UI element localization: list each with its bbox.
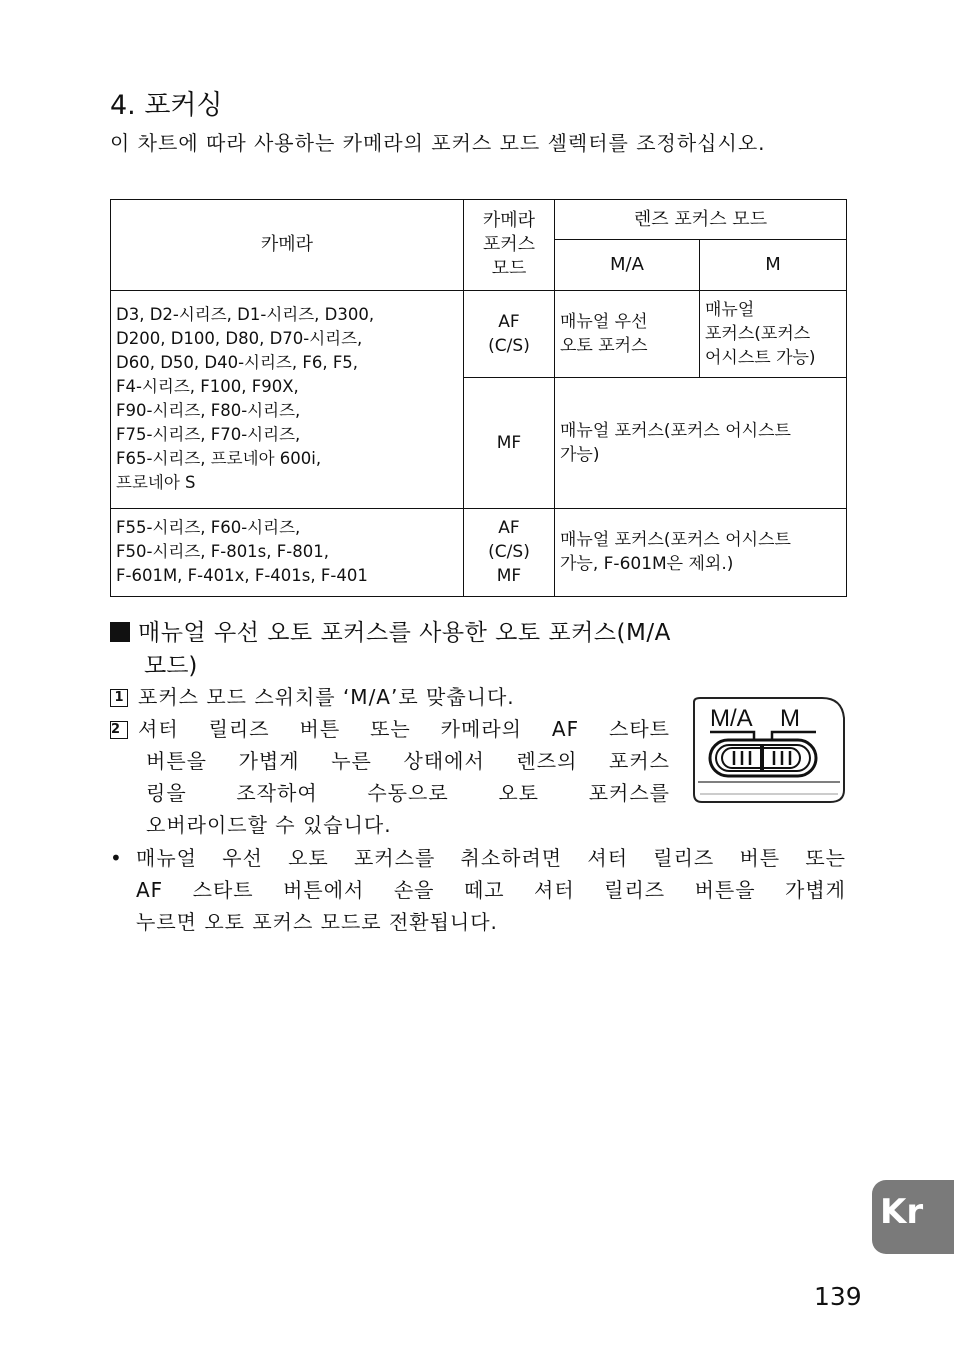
note-paragraph: • 매뉴얼 우선 오토 포커스를 취소하려면 셔터 릴리즈 버튼 또는 AF 스타트 버튼에서 손을 떼고 셔터 릴리즈 버튼을 가볍게 누르면 오토 포커스 모드로 전환됩니다. xyxy=(110,842,846,938)
step-1 xyxy=(110,681,670,713)
group1-mf-both: 매뉴얼 포커스(포커스 어시스트 가능) xyxy=(555,378,847,508)
step-2: 2 셔터 릴리즈 버튼 또는 카메라의 AF 스타트 버튼을 가볍게 누른 상태에서 렌즈의 포커스 링을 조작하여 수동으로 오토 포커스를 오버라이드할 수 있습니다. xyxy=(111,717,670,837)
figure-label-m: M xyxy=(780,705,800,732)
group2-mode: AF (C/S) MF xyxy=(464,508,555,596)
group1-af-mode: AF (C/S) xyxy=(464,291,555,378)
note-bullet: • xyxy=(110,846,123,870)
language-tab xyxy=(872,1180,954,1254)
header-m: M xyxy=(700,240,847,291)
page-number: 139 xyxy=(814,1282,862,1311)
square-bullet-icon xyxy=(110,622,130,642)
header-camera: 카메라 xyxy=(111,200,464,291)
figure-label-ma: M/A xyxy=(710,705,753,732)
intro-paragraph: 이 차트에 따라 사용하는 카메라의 포커스 모드 셀렉터를 조정하십시오. xyxy=(110,131,766,155)
group2-cameras: F55-시리즈, F60-시리즈, F50-시리즈, F-801s, F-801, F-601M, F-401x, F-401s, F-401 xyxy=(111,508,464,596)
header-camera-focus-mode: 카메라 포커스 모드 xyxy=(464,200,555,291)
focus-mode-table xyxy=(110,199,847,597)
step-number-2: 2 xyxy=(110,721,128,739)
header-ma: M/A xyxy=(555,240,700,291)
step-number-1: 1 xyxy=(110,689,128,707)
section-heading: 매뉴얼 우선 오토 포커스를 사용한 오토 포커스(M/A 모드) xyxy=(110,617,846,683)
group2-both: 매뉴얼 포커스(포커스 어시스트 가능, F-601M은 제외.) xyxy=(555,508,847,596)
header-lens-focus-mode: 렌즈 포커스 모드 xyxy=(555,200,847,240)
language-tab-label: Kr xyxy=(880,1192,924,1232)
step-1-text: 포커스 모드 스위치를 ‘M/A’로 맞춥니다. xyxy=(138,685,515,709)
page-title: 4. 포커싱 xyxy=(110,90,223,121)
group1-af-ma: 매뉴얼 우선 오토 포커스 xyxy=(555,291,700,378)
group1-mf-mode: MF xyxy=(464,378,555,508)
group1-af-m: 매뉴얼 포커스(포커스 어시스트 가능) xyxy=(700,291,847,378)
group1-cameras: D3, D2-시리즈, D1-시리즈, D300, D200, D100, D80, D70-시리즈, D60, D50, D40-시리즈, F6, F5, F4-시리즈, F100, F90X, F90-시리즈, F80-시리즈, F75-시리즈, F70-시리즈, F65-시리즈, 프로네아 600i, 프로네아 S xyxy=(111,291,464,509)
focus-mode-switch-figure xyxy=(690,694,848,808)
